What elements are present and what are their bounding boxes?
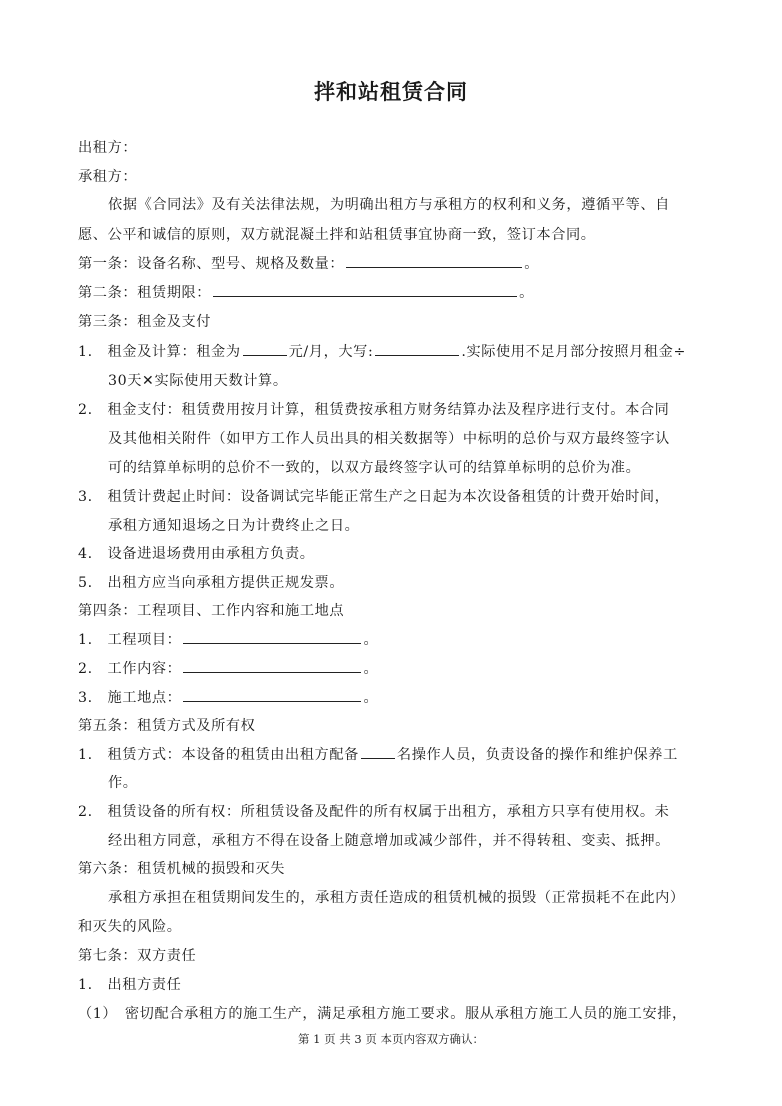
article-4: 第四条：工程项目、工作内容和施工地点 (78, 603, 345, 619)
a3-item-5: 5. 出租方应当向承租方提供正规发票。 (78, 575, 345, 591)
article-6: 第六条：租赁机械的损毁和灭失 (78, 861, 286, 877)
rent-in-words-blank[interactable] (375, 341, 459, 356)
work-content-blank[interactable] (183, 658, 361, 673)
a3-item-1: 1. 租金及计算：租金为 元/月，大写: .实际使用不足月部分按照月租金÷ (78, 341, 686, 361)
lease-term-blank[interactable] (213, 282, 517, 297)
a4-item-2: 2. 工作内容： 。 (78, 658, 378, 678)
page-title: 拌和站租赁合同 (314, 80, 468, 104)
a4-item-3: 3. 施工地点： 。 (78, 687, 378, 707)
a3-item-4: 4. 设备进退场费用由承租方负责。 (78, 546, 315, 562)
operator-count-blank[interactable] (361, 744, 395, 759)
a3-item-2-cont-2: 可的结算单标明的总价不一致的，以双方最终签字认可的结算单标明的总价为准。 (108, 460, 641, 476)
a3-item-2-cont-1: 及其他相关附件（如甲方工作人员出具的相关数据等）中标明的总价与双方最终签字认 (108, 431, 670, 447)
a6-para-2: 和灭失的风险。 (78, 919, 182, 935)
a6-para-1: 承租方承担在租赁期间发生的，承租方责任造成的租赁机械的损毁（正常损耗不在此内） (108, 890, 685, 906)
a7-item-1: 1. 出租方责任 (78, 977, 182, 993)
a5-item-2-cont: 经出租方同意，承租方不得在设备上随意增加或减少部件，并不得转租、变卖、抵押。 (108, 833, 670, 849)
a3-item-1-cont: 30天✕实际使用天数计算。 (108, 373, 288, 389)
a5-item-1: 1. 租赁方式：本设备的租赁由出租方配备 名操作人员，负责设备的操作和维护保养工 (78, 744, 678, 764)
a3-item-3: 3. 租赁计费起止时间：设备调试完毕能正常生产之日起为本次设备租赁的计费开始时间， (78, 489, 670, 505)
a3-item-3-cont: 承租方通知退场之日为计费终止之日。 (108, 518, 360, 534)
a7-item-1-1: （1） 密切配合承租方的施工生产，满足承租方施工要求。服从承租方施工人员的施工安排， (78, 1006, 687, 1022)
article-5: 第五条：租赁方式及所有权 (78, 718, 256, 734)
a3-item-2: 2. 租金支付：租赁费用按月计算，租赁费按承租方财务结算办法及程序进行支付。本合同 (78, 402, 670, 418)
page-footer: 第 1 页 共 3 页 本页内容双方确认： (297, 1032, 485, 1046)
intro-line-2: 愿、公平和诚信的原则，双方就混凝土拌和站租赁事宜协商一致，签订本合同。 (78, 227, 596, 243)
article-7: 第七条：双方责任 (78, 948, 197, 964)
intro-line-1: 依据《合同法》及有关法律法规，为明确出租方与承租方的权利和义务，遵循平等、自 (108, 197, 670, 213)
lessee-line: 承租方： (78, 169, 138, 185)
a4-item-1: 1. 工程项目： 。 (78, 629, 378, 649)
a5-item-2: 2. 租赁设备的所有权：所租赁设备及配件的所有权属于出租方，承租方只享有使用权。未 (78, 804, 670, 820)
article-1: 第一条：设备名称、型号、规格及数量： 。 (78, 253, 539, 273)
a5-item-1-cont: 作。 (108, 775, 138, 791)
project-blank[interactable] (183, 629, 361, 644)
site-blank[interactable] (183, 687, 361, 702)
article-3: 第三条：租金及支付 (78, 314, 212, 330)
article-2: 第二条：租赁期限： 。 (78, 282, 534, 302)
equipment-blank[interactable] (346, 253, 522, 268)
monthly-rent-blank[interactable] (243, 341, 287, 356)
lessor-line: 出租方： (78, 140, 138, 156)
